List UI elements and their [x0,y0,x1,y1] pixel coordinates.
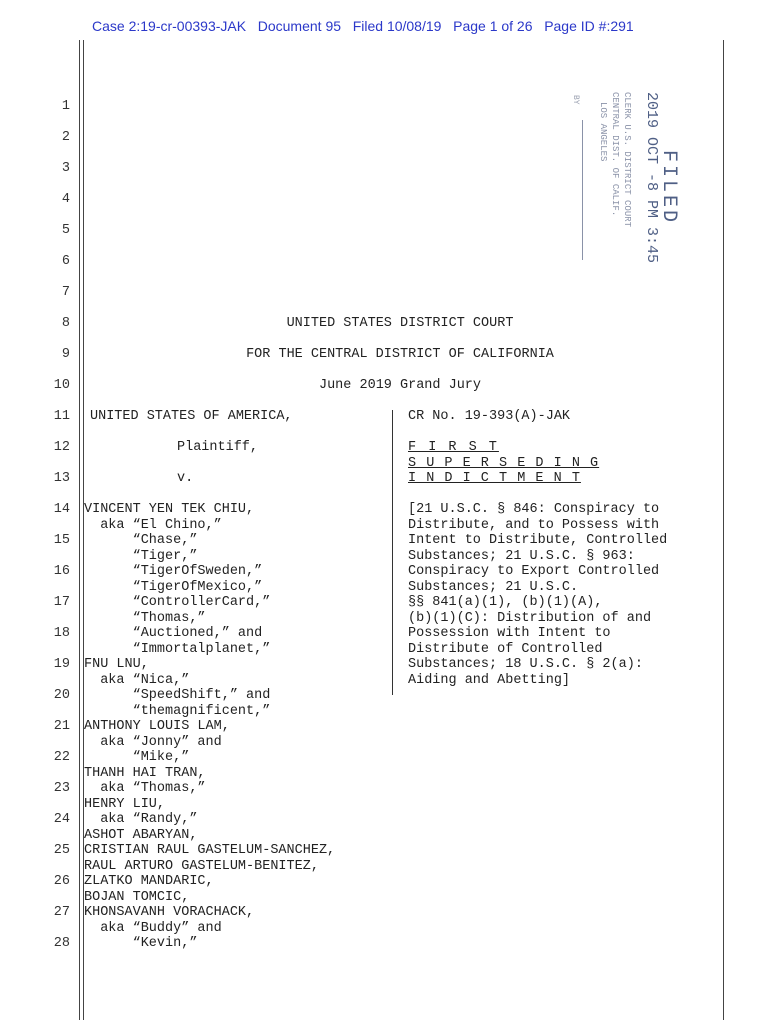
charge-line: Distribute, and to Possess with [408,517,660,533]
defendant-line: “Mike,” [84,750,190,765]
clerk-stamp-line-2: CENTRAL DIST. OF CALIF. [610,92,620,217]
stamp-signature-line [582,120,583,260]
defendant-line: RAUL ARTURO GASTELUM-BENITEZ, [84,858,319,874]
line-number: 21 [53,719,70,734]
defendant-line: “Thomas,” [84,610,206,626]
page-count: Page 1 of 26 [453,18,533,34]
document-title-line-2: S U P E R S E D I N G [408,456,600,471]
defendant-line: aka “El Chino,” [84,517,222,533]
document-title-line-3: I N D I C T M E N T [408,471,581,486]
defendant-line: KHONSAVANH VORACHACK, [84,905,255,920]
line-number: 2 [61,130,70,145]
grand-jury: June 2019 Grand Jury [318,378,482,393]
defendant-line: aka “Buddy” and [84,920,222,936]
defendant-line: “TigerOfMexico,” [84,579,263,595]
left-margin-rule-1 [79,40,80,1020]
defendant-line: VINCENT YEN TEK CHIU, [84,502,255,517]
line-number: 25 [53,843,70,858]
line-number: 7 [61,285,70,300]
charge-line: Substances; 21 U.S.C. § 963: [408,548,635,564]
charge-line: Aiding and Abetting] [408,672,571,688]
line-number: 5 [61,223,70,238]
charge-line: §§ 841(a)(1), (b)(1)(A), [408,595,603,610]
charge-line: Conspiracy to Export Controlled [408,564,660,579]
defendant-line: HENRY LIU, [84,796,166,812]
line-number: 13 [53,471,70,486]
defendant-line: “Tiger,” [84,548,198,564]
line-number: 16 [53,564,70,579]
versus: v. [177,471,194,486]
line-number: 28 [53,936,70,951]
defendant-line: “TigerOfSweden,” [84,564,263,579]
document-number: Document 95 [257,18,342,34]
clerk-stamp-line-3: LOS ANGELES [598,102,608,162]
defendant-line: ZLATKO MANDARIC, [84,874,214,889]
line-number: 20 [53,688,70,703]
filed-date-stamp: 2019 OCT -8 PM 3:45 [643,92,660,264]
defendant-line: “Chase,” [84,533,198,548]
charge-line: Substances; 21 U.S.C. [408,579,579,595]
charge-line: (b)(1)(C): Distribution of and [408,610,652,626]
line-number: 19 [53,657,70,672]
line-number: 15 [53,533,70,548]
charge-line: [21 U.S.C. § 846: Conspiracy to [408,502,660,517]
defendant-line: “Auctioned,” and [84,626,263,641]
line-number: 24 [53,812,70,827]
defendant-line: “SpeedShift,” and [84,688,271,703]
line-number: 3 [61,161,70,176]
defendant-line: ASHOT ABARYAN, [84,827,198,843]
defendant-line: CRISTIAN RAUL GASTELUM-SANCHEZ, [84,843,336,858]
charge-line: Possession with Intent to [408,626,611,641]
defendant-line: “Kevin,” [84,936,198,951]
case-number-header: Case 2:19-cr-00393-JAK [92,18,247,34]
defendant-line: ANTHONY LOUIS LAM, [84,719,230,734]
line-number: 10 [53,378,70,393]
defendant-line: aka “Jonny” and [84,734,222,750]
line-number: 1 [61,99,70,114]
clerk-stamp-line-1: CLERK U.S. DISTRICT COURT [622,92,632,228]
line-number: 9 [61,347,70,362]
defendant-line: aka “Nica,” [84,672,190,688]
defendant-line: “Immortalplanet,” [84,641,271,657]
line-number: 8 [61,316,70,331]
case-header [92,18,634,34]
defendant-line: aka “Thomas,” [84,781,206,796]
line-number: 17 [53,595,70,610]
criminal-case-number: CR No. 19-393(A)-JAK [408,409,571,424]
line-number: 4 [61,192,70,207]
defendant-line: THANH HAI TRAN, [84,765,206,781]
line-number: 23 [53,781,70,796]
line-number: 26 [53,874,70,889]
defendant-line: BOJAN TOMCIC, [84,889,190,905]
charge-line: Intent to Distribute, Controlled [408,533,668,548]
defendant-line: aka “Randy,” [84,812,198,827]
charge-line: Distribute of Controlled [408,641,603,657]
document-title-line-1: F I R S T [408,440,499,455]
caption-divider [392,410,393,695]
plaintiff-label: Plaintiff, [177,440,259,455]
defendant-line: FNU LNU, [84,657,149,672]
clerk-stamp-by: BY [571,95,580,105]
right-margin-rule [723,40,724,1020]
line-number: 14 [53,502,70,517]
line-number: 22 [53,750,70,765]
line-number: 27 [53,905,70,920]
line-number: 11 [53,409,70,424]
filed-label: FILED [657,150,680,226]
defendant-line: “ControllerCard,” [84,595,271,610]
filed-date: Filed 10/08/19 [352,18,442,34]
line-number: 6 [61,254,70,269]
charge-line: Substances; 18 U.S.C. § 2(a): [408,657,643,672]
defendant-line: “themagnificent,” [84,703,271,719]
line-number: 18 [53,626,70,641]
district-name: FOR THE CENTRAL DISTRICT OF CALIFORNIA [246,347,554,362]
line-number: 12 [53,440,70,455]
plaintiff-name: UNITED STATES OF AMERICA, [90,409,293,424]
court-name: UNITED STATES DISTRICT COURT [286,316,514,331]
page-id: Page ID #:291 [544,18,634,34]
